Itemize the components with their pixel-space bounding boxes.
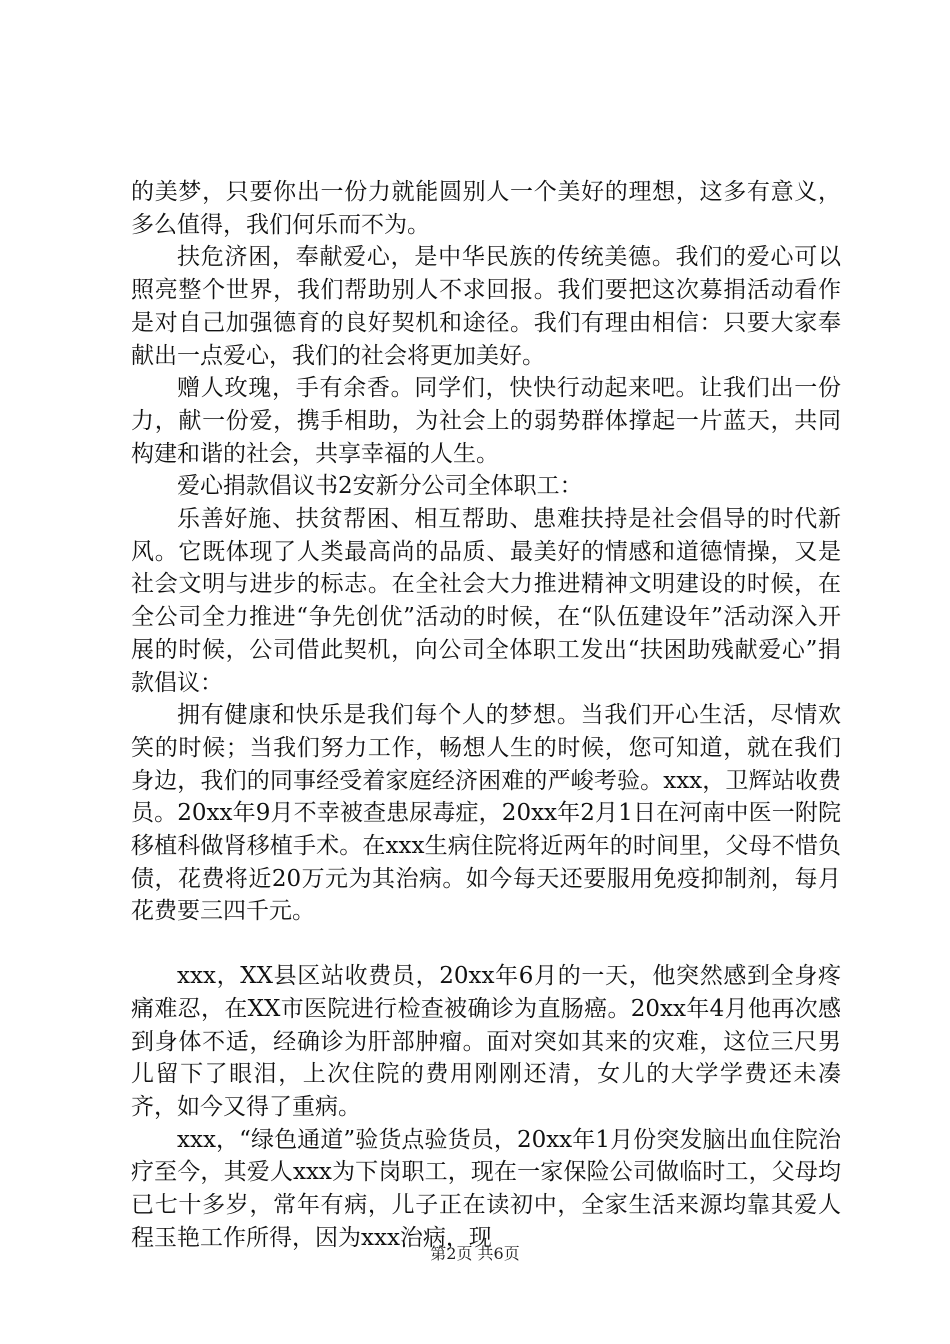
paragraph-1: 的美梦，只要你出一份力就能圆别人一个美好的理想，这多有意义，多么值得，我们何乐而不为。 xyxy=(131,179,841,238)
paragraph-8: xxx，“绿色通道”验货点验货员，20xx年1月份突发脑出血住院治疗至今，其爱人xxx为下岗职工，现在一家保险公司做临时工，父母均已七十多岁，常年有病，儿子正在读初中，全家生活来源均靠其爱人程玉艳工作所得，因为xxx治病，现 xyxy=(131,1126,841,1251)
paragraph-4-heading: 爱心捐款倡议书2安新分公司全体职工： xyxy=(177,473,583,500)
page-number-footer: 第2页 共6页 xyxy=(430,1244,520,1263)
paragraph-3: 赠人玫瑰，手有余香。同学们，快快行动起来吧。让我们出一份力，献一份爱，携手相助，为社会上的弱势群体撑起一片蓝天，共同构建和谐的社会，共享幸福的人生。 xyxy=(131,375,841,467)
document-body xyxy=(131,176,841,1255)
paragraph-5: 乐善好施、扶贫帮困、相互帮助、患难扶持是社会倡导的时代新风。它既体现了人类最高尚的品质、最美好的情感和道德情操，又是社会文明与进步的标志。在全社会大力推进精神文明建设的时候，在全公司全力推进“争先创优”活动的时候，在“队伍建设年”活动深入开展的时候，公司借此契机，向公司全体职工发出“扶困助残献爱心”捐款倡议： xyxy=(131,506,841,696)
paragraph-spacer xyxy=(131,928,841,960)
paragraph-6: 拥有健康和快乐是我们每个人的梦想。当我们开心生活，尽情欢笑的时候；当我们努力工作，畅想人生的时候，您可知道，就在我们身边，我们的同事经受着家庭经济困难的严峻考验。xxx，卫辉站收费员。20xx年9月不幸被查患尿毒症，20xx年2月1日在河南中医一附院移植科做肾移植手术。在xxx生病住院将近两年的时间里，父母不惜负债，花费将近20万元为其治病。如今每天还要服用免疫抑制剂，每月花费要三四千元。 xyxy=(131,702,841,925)
paragraph-7: xxx，XX县区站收费员，20xx年6月的一天，他突然感到全身疼痛难忍，在XX市医院进行检查被确诊为直肠癌。20xx年4月他再次感到身体不适，经确诊为肝部肿瘤。面对突如其来的灾难，这位三尺男儿留下了眼泪，上次住院的费用刚刚还清，女儿的大学学费还未凑齐，如今又得了重病。 xyxy=(131,963,841,1120)
paragraph-2: 扶危济困，奉献爱心，是中华民族的传统美德。我们的爱心可以照亮整个世界，我们帮助别人不求回报。我们要把这次募捐活动看作是对自己加强德育的良好契机和途径。我们有理由相信：只要大家奉献出一点爱心，我们的社会将更加美好。 xyxy=(131,244,841,369)
